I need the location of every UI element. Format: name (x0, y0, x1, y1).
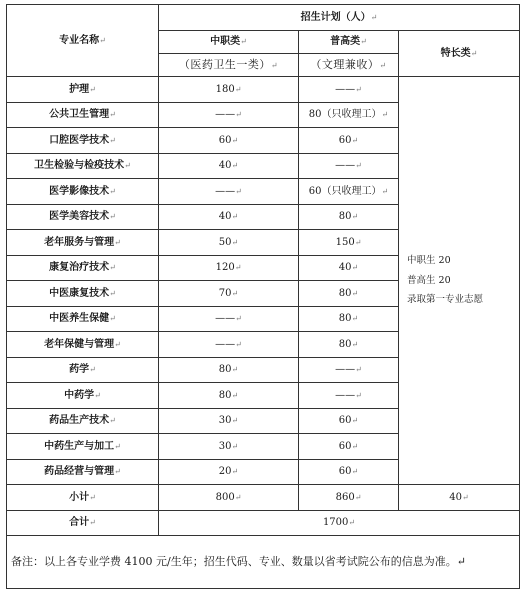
zhongzhi-count: 30↵ (159, 408, 299, 434)
putong-count: ——↵ (299, 383, 399, 409)
header-zhongzhi-sub: （医药卫生一类）↵ (159, 54, 299, 77)
putong-count: 80（只收理工）↵ (299, 102, 399, 128)
total-value: 1700↵ (159, 510, 520, 536)
major-name: 医学影像技术↵ (7, 179, 159, 205)
putong-count: ——↵ (299, 357, 399, 383)
techang-note (399, 77, 520, 485)
major-name: 公共卫生管理↵ (7, 102, 159, 128)
putong-count: 60↵ (299, 459, 399, 485)
note-row (7, 536, 520, 589)
putong-count: 60↵ (299, 408, 399, 434)
zhongzhi-count: ——↵ (159, 306, 299, 332)
putong-count: 80↵ (299, 306, 399, 332)
major-name: 护理↵ (7, 77, 159, 103)
major-name: 中药生产与加工↵ (7, 434, 159, 460)
putong-count: ——↵ (299, 77, 399, 103)
major-name: 康复治疗技术↵ (7, 255, 159, 281)
total-label: 合计↵ (7, 510, 159, 536)
subtotal-zhongzhi: 800↵ (159, 485, 299, 511)
zhongzhi-count: 20↵ (159, 459, 299, 485)
putong-count: 80↵ (299, 204, 399, 230)
major-name: 中药学↵ (7, 383, 159, 409)
header-putong: 普高类↵ (299, 31, 399, 54)
subtotal-techang: 40↵ (399, 485, 520, 511)
footnote: 备注：以上各专业学费 4100 元/生年；招生代码、专业、数量以省考试院公布的信息为准。↵ (7, 536, 520, 589)
putong-count: 60（只收理工）↵ (299, 179, 399, 205)
enrollment-table (6, 4, 520, 589)
zhongzhi-count: 30↵ (159, 434, 299, 460)
putong-count: 80↵ (299, 332, 399, 358)
zhongzhi-count: 40↵ (159, 153, 299, 179)
zhongzhi-count: 50↵ (159, 230, 299, 256)
techang-note-line1: 中职生 20 (407, 254, 451, 266)
zhongzhi-count: 40↵ (159, 204, 299, 230)
putong-count: 150↵ (299, 230, 399, 256)
header-techang: 特长类↵ (399, 31, 520, 77)
major-name: 药品生产技术↵ (7, 408, 159, 434)
major-name: 中医养生保健↵ (7, 306, 159, 332)
putong-count: 80↵ (299, 281, 399, 307)
subtotal-label: 小计↵ (7, 485, 159, 511)
subtotal-row (7, 485, 520, 511)
enrollment-plan (6, 4, 519, 589)
header-zhongzhi: 中职类↵ (159, 31, 299, 54)
putong-count: 60↵ (299, 128, 399, 154)
major-name: 药学↵ (7, 357, 159, 383)
header-row-1 (7, 5, 520, 31)
techang-note-line3: 录取第一专业志愿 (407, 294, 484, 306)
header-major-name: 专业名称↵ (7, 5, 159, 77)
zhongzhi-count: 60↵ (159, 128, 299, 154)
zhongzhi-count: ——↵ (159, 102, 299, 128)
major-name: 卫生检验与检疫技术↵ (7, 153, 159, 179)
major-name: 口腔医学技术↵ (7, 128, 159, 154)
zhongzhi-count: 180↵ (159, 77, 299, 103)
header-plan-title: 招生计划（人）↵ (159, 5, 520, 31)
major-name: 老年服务与管理↵ (7, 230, 159, 256)
zhongzhi-count: ——↵ (159, 179, 299, 205)
subtotal-putong: 860↵ (299, 485, 399, 511)
major-name: 药品经营与管理↵ (7, 459, 159, 485)
techang-note-line2: 普高生 20 (407, 274, 451, 286)
zhongzhi-count: 70↵ (159, 281, 299, 307)
zhongzhi-count: 120↵ (159, 255, 299, 281)
zhongzhi-count: ——↵ (159, 332, 299, 358)
major-name: 医学美容技术↵ (7, 204, 159, 230)
putong-count: ——↵ (299, 153, 399, 179)
zhongzhi-count: 80↵ (159, 357, 299, 383)
total-row (7, 510, 520, 536)
putong-count: 60↵ (299, 434, 399, 460)
zhongzhi-count: 80↵ (159, 383, 299, 409)
table-row (7, 77, 520, 103)
major-name: 老年保健与管理↵ (7, 332, 159, 358)
putong-count: 40↵ (299, 255, 399, 281)
header-putong-sub: （文理兼收）↵ (299, 54, 399, 77)
major-name: 中医康复技术↵ (7, 281, 159, 307)
